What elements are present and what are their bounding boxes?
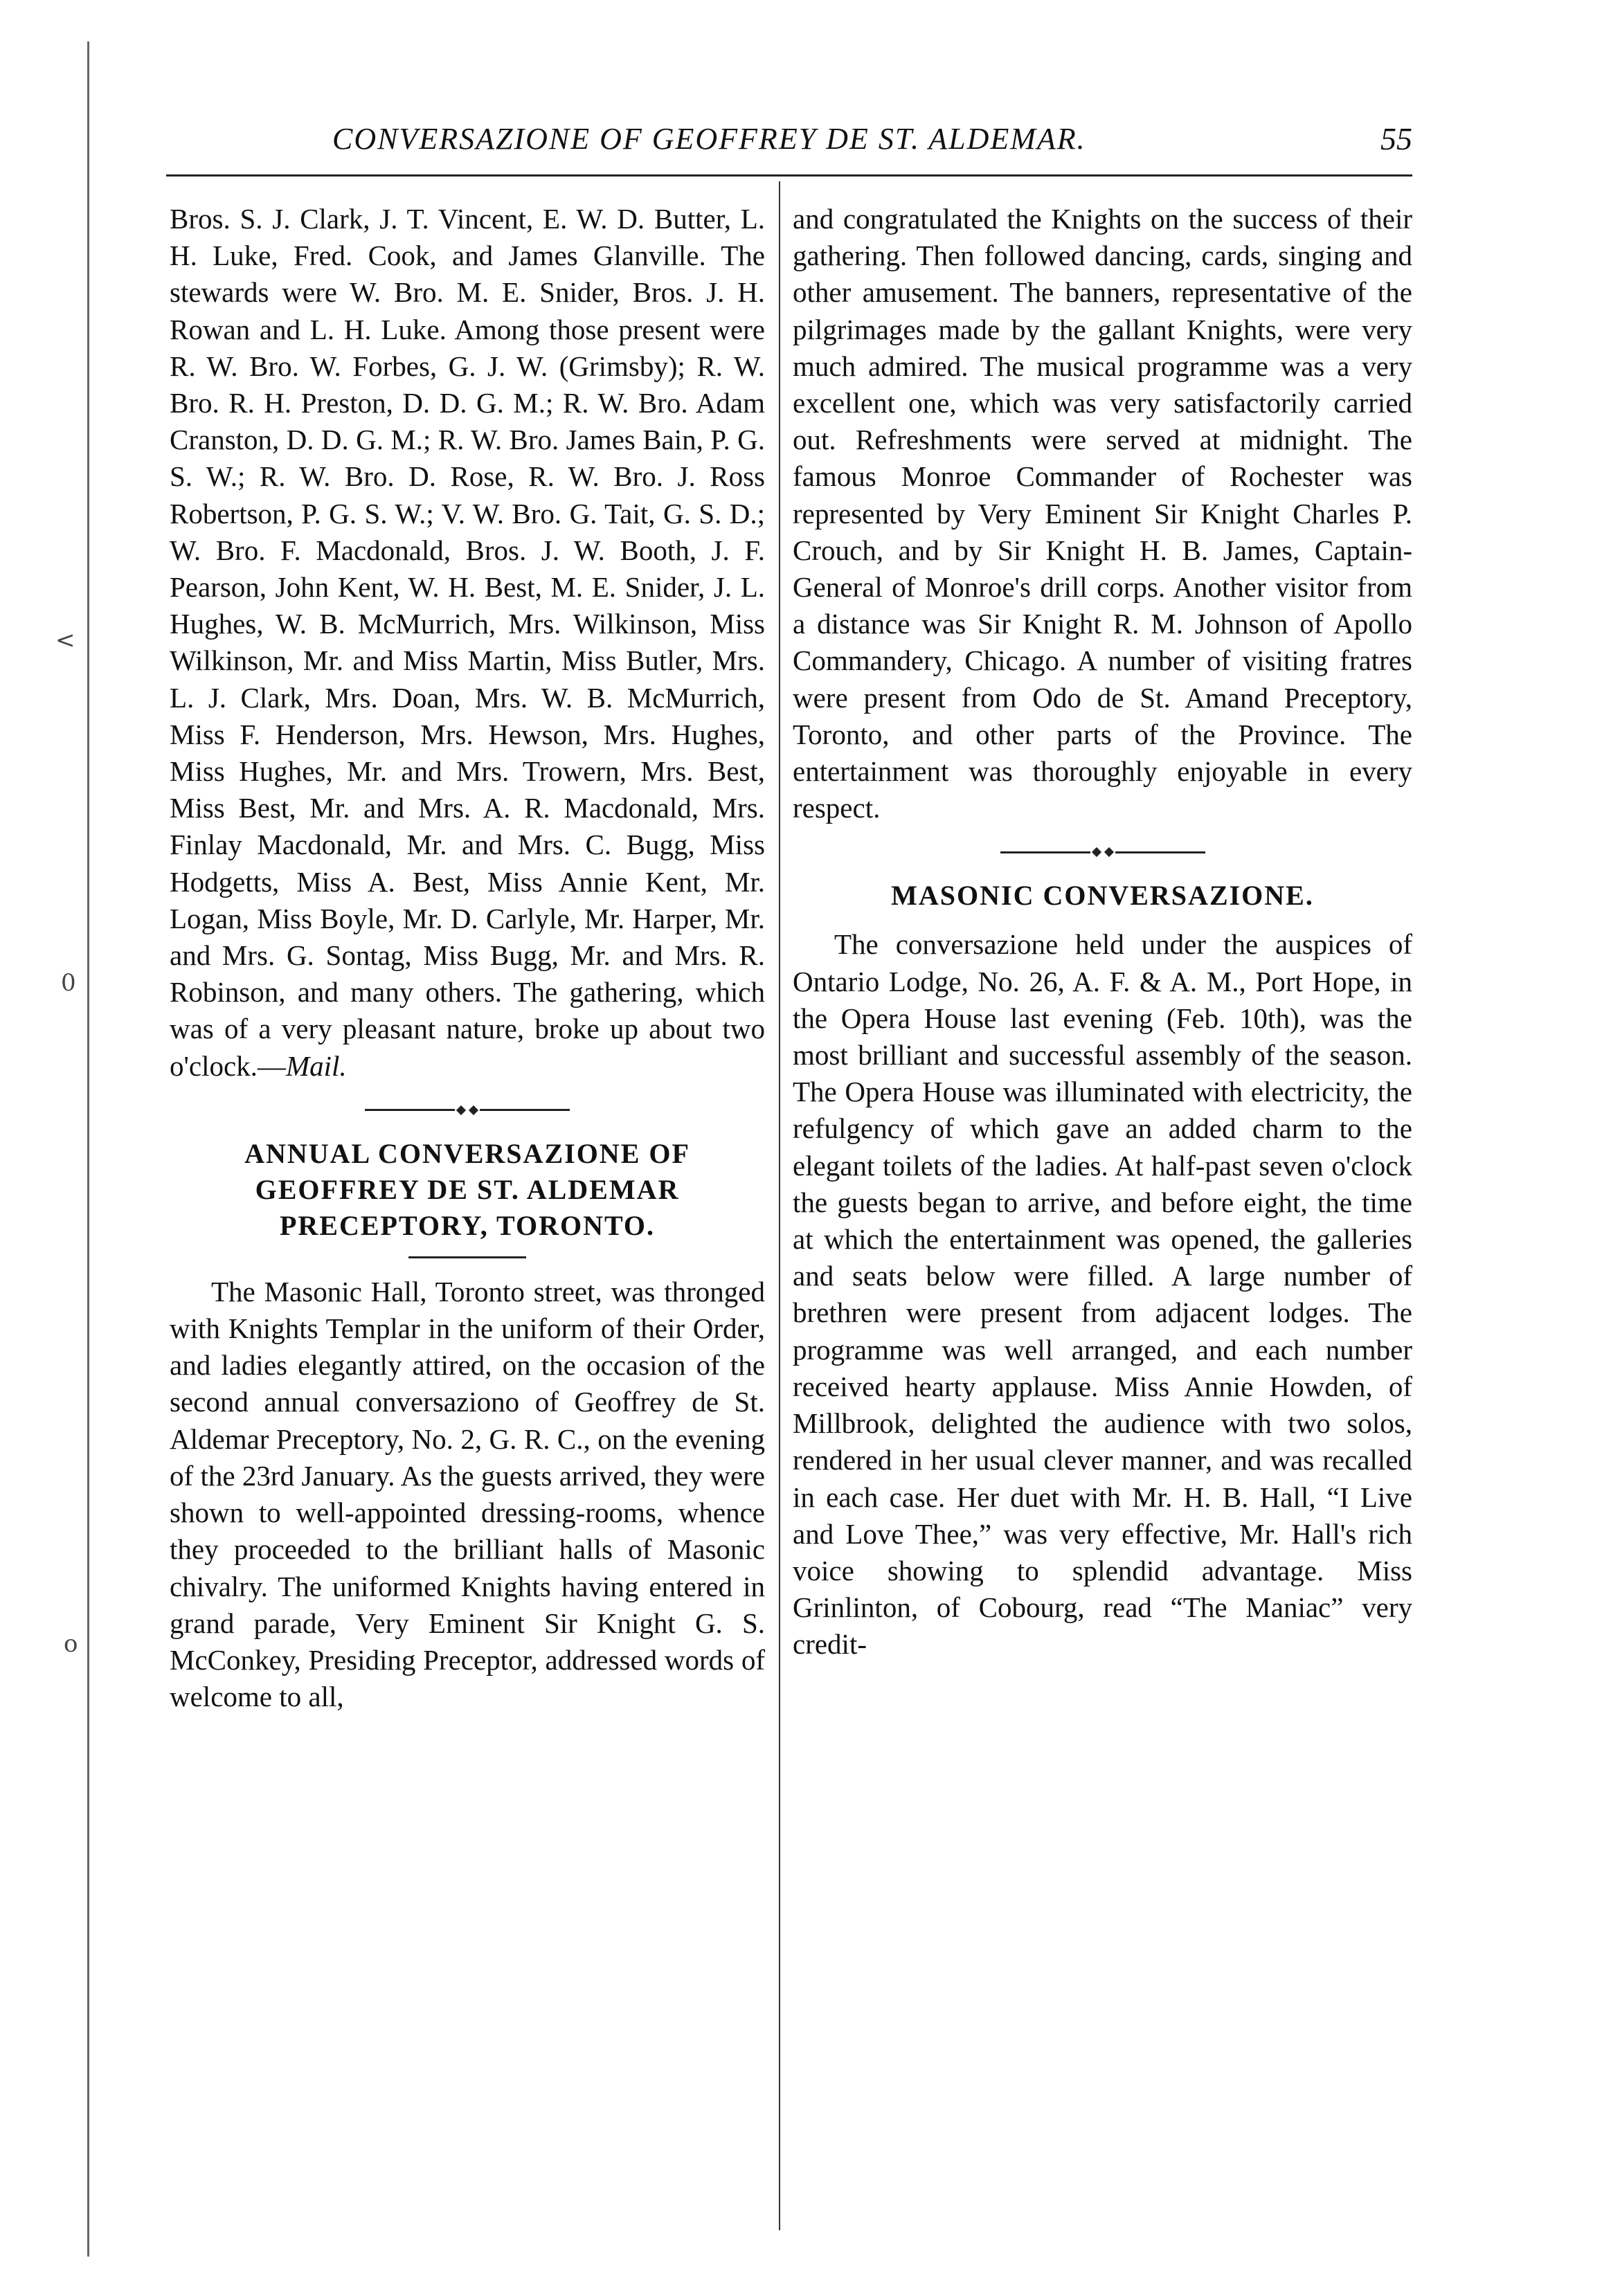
source-signature: Mail. <box>285 1049 347 1082</box>
article-continuation: and congratulated the Knights on the success of their gathering. Then followed dancing, cards, singing and other amusement. The banners, representative of the pilgrimages made by the gallant Knights, were very much admired. The musical programme was a very excellent one, which was very satisfactorily carried out. Refreshments were served at midnight. The famous Monroe Commander of Rochester was represented by Very Eminent Sir Knight Charles P. Crouch, and by Sir Knight H. B. James, Captain-General of Monroe's drill corps. Another visitor from a distance was Sir Knight R. M. Johnson of Apollo Commandery, Chicago. A number of visiting fratres were present from Odo de St. Amand Preceptory, Toronto, and other parts of the Province. The entertainment was thoroughly enjoyable in every respect. <box>793 203 1412 824</box>
binding-edge-line <box>87 42 89 2257</box>
right-column <box>793 201 1412 1663</box>
article-continuation-text: Bros. S. J. Clark, J. T. Vincent, E. W. D. Butter, L. H. Luke, Fred. Cook, and James Glanville. The stewards were W. Bro. M. E. Snider, Bros. J. H. Rowan and L. H. Luke. Among those present were R. W. Bro. W. Forbes, G. J. W. (Grimsby); R. W. Bro. R. H. Preston, D. D. G. M.; R. W. Bro. Adam Cranston, D. D. G. M.; R. W. Bro. James Bain, P. G. S. W.; R. W. Bro. D. Rose, R. W. Bro. J. Ross Robertson, P. G. S. W.; V. W. Bro. G. Tait, G. S. D.; W. Bro. F. Macdonald, Bros. J. W. Booth, J. F. Pearson, John Kent, W. H. Best, M. E. Snider, J. L. Hughes, W. B. McMurrich, Mrs. Wilkinson, Miss Wilkinson, Mr. and Miss Martin, Miss Butler, Mrs. L. J. Clark, Mrs. Doan, Mrs. W. B. McMurrich, Miss F. Henderson, Mrs. Hewson, Mrs. Hughes, Miss Hughes, Mr. and Mrs. Trowern, Mrs. Best, Miss Best, Mr. and Mrs. A. R. Macdonald, Mrs. Finlay Macdonald, Mr. and Mrs. C. Bugg, Miss Hodgetts, Miss A. Best, Miss Annie Kent, Mr. Logan, Miss Boyle, Mr. D. Carlyle, Mr. Harper, Mr. and Mrs. G. Sontag, Miss Bugg, Mr. and Mrs. R. Robinson, and many others. The gathering, which was of a very pleasant nature, broke up about two o'clock.— <box>170 203 765 1082</box>
column-divider <box>779 181 780 2230</box>
article-heading: MASONIC CONVERSAZIONE. <box>891 880 1314 912</box>
margin-mark: 0 <box>61 969 76 997</box>
article-continuation <box>170 201 765 1085</box>
section-separator <box>793 847 1412 857</box>
page-number: 55 <box>1380 120 1412 156</box>
article-body: The conversazione held under the auspices of Ontario Lodge, No. 26, A. F. & A. M., Port Hope, in the Opera House last evening (Feb. 10th), was the most brilliant and successful assembly of the season. The Opera House was illuminated with electricity, the refulgency of which gave an added charm to the elegant toilets of the ladies. At half-past seven o'clock the guests began to arrive, and before eight, the time at which the entertainment was opened, the galleries and seats below were filled. A large number of brethren were present from adjacent lodges. The programme was well arranged, and each number received hearty applause. Miss Annie Howden, of Millbrook, delighted the audience with two solos, rendered in her usual clever manner, and was recalled in each case. Her duet with Mr. H. B. Hall, “I Live and Love Thee,” was very effective, Mr. Hall's rich voice showing to splendid advantage. Miss Grinlinton, of Cobourg, read “The Maniac” very credit- <box>793 928 1412 1661</box>
heading-rule <box>408 1256 526 1258</box>
margin-mark: o <box>64 1630 78 1658</box>
section-separator <box>170 1105 765 1115</box>
running-header <box>166 118 1412 159</box>
margin-mark: < <box>55 626 75 654</box>
article-heading: ANNUAL CONVERSAZIONE OF GEOFFREY DE ST. ALDEMAR PRECEPTORY, TORONTO. <box>244 1137 690 1241</box>
article-body: The Masonic Hall, Toronto street, was thronged with Knights Templar in the uniform of their Order, and ladies elegantly attired, on the occasion of the second annual conversaziono of Geoffrey de St. Aldemar Preceptory, No. 2, G. R. C., on the evening of the 23rd January. As the guests arrived, they were shown to well-appointed dressing-rooms, whence they proceeded to the brilliant halls of Masonic chivalry. The uniformed Knights having entered in grand parade, Very Eminent Sir Knight G. S. McConkey, Presiding Preceptor, addressed words of welcome to all, <box>170 1275 765 1713</box>
running-title: CONVERSAZIONE OF GEOFFREY DE ST. ALDEMAR. <box>332 121 1086 156</box>
header-rule <box>166 174 1412 177</box>
left-column <box>170 201 765 1715</box>
